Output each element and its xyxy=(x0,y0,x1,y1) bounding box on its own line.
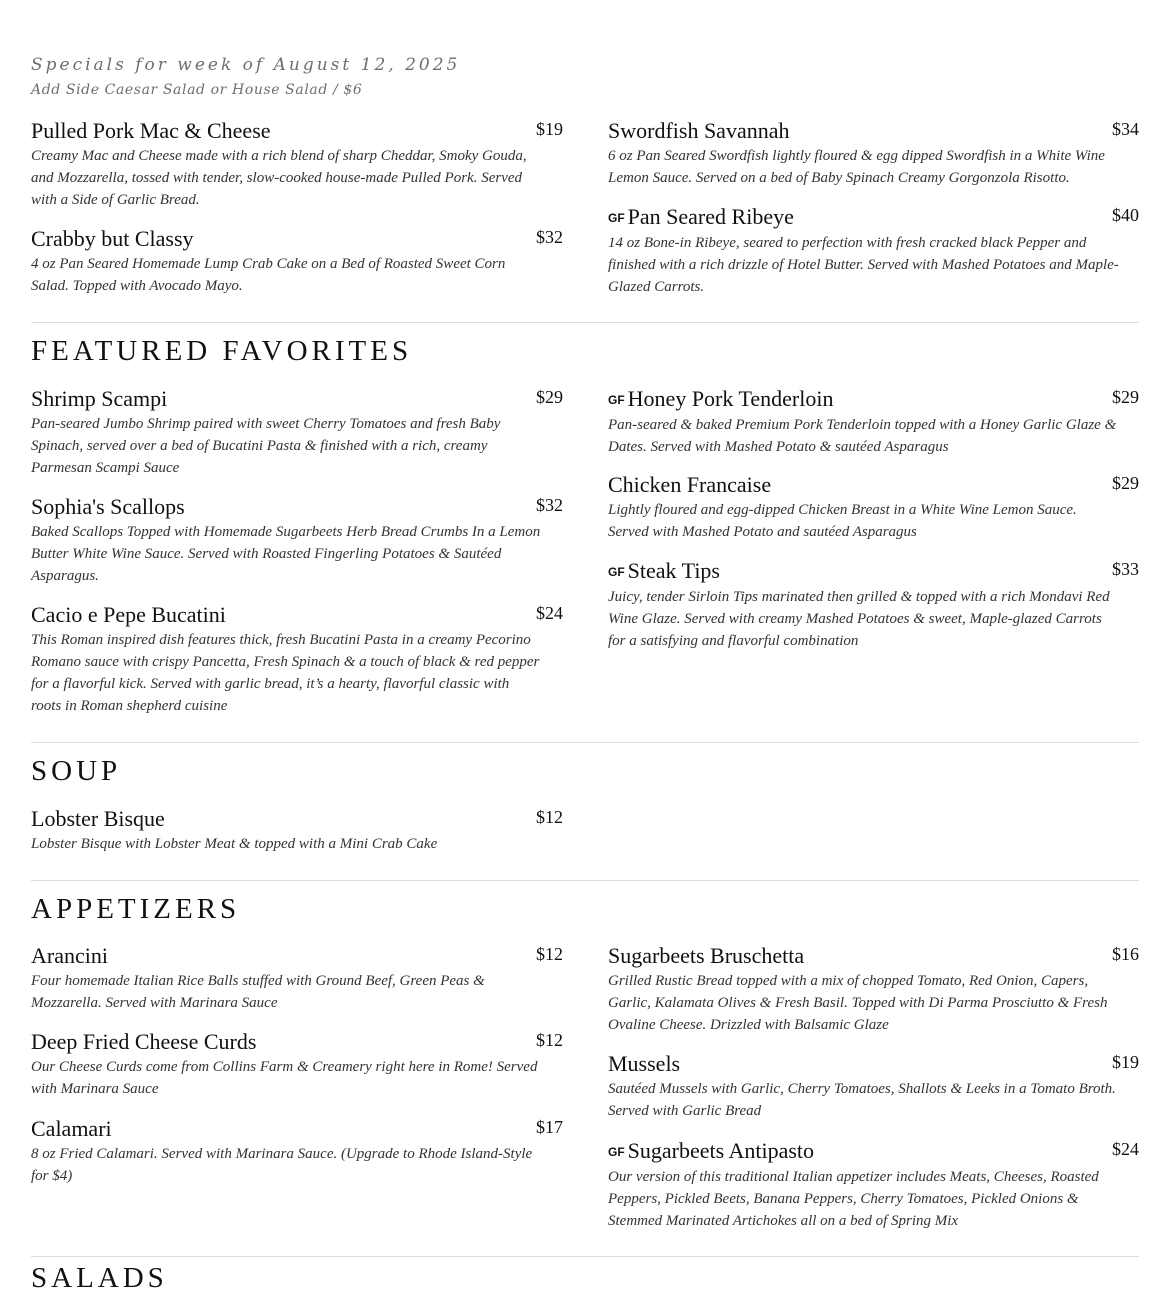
item-name: GF Steak Tips xyxy=(608,558,720,583)
item-price: $19 xyxy=(1112,1052,1139,1072)
section-title-featured: FEATURED FAVORITES xyxy=(31,335,413,367)
item-name: Deep Fried Cheese Curds xyxy=(31,1029,257,1054)
gluten-free-badge: GF xyxy=(608,565,625,579)
item-description: 6 oz Pan Seared Swordfish lightly floured & egg dipped Swordfish in a White Wine Lemon Sauce. Served on a bed of Baby Spinach Creamy Gorgonzola Risotto. xyxy=(608,148,1105,186)
menu-item-lobster-bisque xyxy=(31,806,563,855)
section-divider xyxy=(31,880,1139,881)
item-description: Juicy, tender Sirloin Tips marinated then grilled & topped with a rich Mondavi Red Wine Glaze. Served with creamy Mashed Potatoes & sweet, Maple-glazed Carrots for a satisfying and flavorful combination xyxy=(608,589,1110,649)
item-name: GF Pan Seared Ribeye xyxy=(608,204,794,229)
item-name: Sugarbeets Bruschetta xyxy=(608,943,805,968)
item-description: Sautéed Mussels with Garlic, Cherry Tomatoes, Shallots & Leeks in a Tomato Broth. Served with Garlic Bread xyxy=(608,1081,1116,1119)
item-description: 8 oz Fried Calamari. Served with Marinara Sauce. (Upgrade to Rhode Island-Style for $4) xyxy=(31,1146,533,1184)
item-price: $40 xyxy=(1112,205,1139,225)
item-description: Our Cheese Curds come from Collins Farm & Creamery right here in Rome! Served with Marinara Sauce xyxy=(31,1059,538,1097)
item-price: $24 xyxy=(1112,1139,1139,1159)
section-divider xyxy=(31,322,1139,323)
item-price: $12 xyxy=(536,1030,563,1050)
section-title-salads: SALADS xyxy=(31,1262,168,1294)
item-name: Cacio e Pepe Bucatini xyxy=(31,602,226,627)
menu-item-swordfish xyxy=(608,118,1139,189)
item-price: $16 xyxy=(1112,944,1139,964)
section-divider xyxy=(31,742,1139,743)
item-description: Baked Scallops Topped with Homemade Sugarbeets Herb Bread Crumbs In a Lemon Butter White Wine Sauce. Served with Roasted Fingerling Potatoes & Sautéed Asparagus. xyxy=(31,524,541,584)
section-divider xyxy=(31,1256,1139,1257)
item-name: Shrimp Scampi xyxy=(31,386,168,411)
gluten-free-badge: GF xyxy=(608,211,625,225)
item-price: $19 xyxy=(536,119,563,139)
item-price: $17 xyxy=(536,1117,563,1137)
item-description: 14 oz Bone-in Ribeye, seared to perfection with fresh cracked black Pepper and finished with a rich drizzle of Hotel Butter. Served with Mashed Potatoes and Maple-Glazed Carrots. xyxy=(608,235,1119,295)
item-name: Chicken Francaise xyxy=(608,472,772,497)
item-description: Four homemade Italian Rice Balls stuffed with Ground Beef, Green Peas & Mozzarella. Served with Marinara Sauce xyxy=(31,973,485,1011)
menu-item-pulled-pork xyxy=(31,118,563,211)
gluten-free-badge: GF xyxy=(608,393,625,407)
item-price: $12 xyxy=(536,807,563,827)
item-price: $29 xyxy=(1112,473,1139,493)
item-name: Swordfish Savannah xyxy=(608,118,790,143)
item-price: $29 xyxy=(1112,387,1139,407)
item-price: $24 xyxy=(536,603,563,623)
menu-item-pork-tenderloin xyxy=(608,386,1139,458)
item-name: Pulled Pork Mac & Cheese xyxy=(31,118,271,143)
item-description: Creamy Mac and Cheese made with a rich blend of sharp Cheddar, Smoky Gouda, and Mozzarella, tossed with tender, slow-cooked house-made Pulled Pork. Served with a Side of Garlic Bread. xyxy=(31,148,527,208)
item-description: 4 oz Pan Seared Homemade Lump Crab Cake on a Bed of Roasted Sweet Corn Salad. Topped with Avocado Mayo. xyxy=(31,256,506,294)
menu-item-scallops xyxy=(31,494,563,587)
item-name: Calamari xyxy=(31,1116,112,1141)
menu-item-bruschetta xyxy=(608,943,1139,1036)
item-name: Lobster Bisque xyxy=(31,806,165,831)
item-price: $33 xyxy=(1112,559,1139,579)
item-price: $34 xyxy=(1112,119,1139,139)
section-title-soup: SOUP xyxy=(31,755,122,787)
menu-item-cheese-curds xyxy=(31,1029,563,1100)
item-description: Lightly floured and egg-dipped Chicken Breast in a White Wine Lemon Sauce. Served with Mashed Potato and sautéed Asparagus xyxy=(608,502,1077,540)
item-name: Arancini xyxy=(31,943,108,968)
menu-item-crabby xyxy=(31,226,563,297)
menu-item-shrimp-scampi xyxy=(31,386,563,479)
item-name: Mussels xyxy=(608,1051,681,1076)
item-description: This Roman inspired dish features thick, fresh Bucatini Pasta in a creamy Pecorino Romano sauce with crispy Pancetta, Fresh Spinach & a touch of black & red pepper for a flavorful kick. Served with garlic bread, it’s a hearty, flavorful classic with roots in Roman shepherd cuisine xyxy=(31,632,540,714)
item-name: Crabby but Classy xyxy=(31,226,194,251)
item-description: Pan-seared & baked Premium Pork Tenderloin topped with a Honey Garlic Glaze & Dates. Served with Mashed Potato & sautéed Asparagus xyxy=(608,417,1117,455)
item-name: Sophia's Scallops xyxy=(31,494,185,519)
menu-item-antipasto xyxy=(608,1138,1139,1232)
menu-item-ribeye xyxy=(608,204,1139,298)
menu-item-mussels xyxy=(608,1051,1139,1122)
item-description: Our version of this traditional Italian appetizer includes Meats, Cheeses, Roasted Peppers, Pickled Beets, Banana Peppers, Cherry Tomatoes, Pickled Onions & Stemmed Marinated Artichokes all on a bed of Spring Mix xyxy=(608,1169,1099,1229)
menu-item-steak-tips xyxy=(608,558,1139,652)
item-description: Pan-seared Jumbo Shrimp paired with sweet Cherry Tomatoes and fresh Baby Spinach, served over a bed of Bucatini Pasta & finished with a rich, creamy Parmesan Scampi Sauce xyxy=(31,416,501,476)
item-description: Grilled Rustic Bread topped with a mix of chopped Tomato, Red Onion, Capers, Garlic, Kalamata Olives & Fresh Basil. Topped with Di Parma Prosciutto & Fresh Ovaline Cheese. Drizzled with Balsamic Glaze xyxy=(608,973,1108,1033)
section-title-appetizers: APPETIZERS xyxy=(31,893,241,925)
item-price: $32 xyxy=(536,227,563,247)
item-name: GF Sugarbeets Antipasto xyxy=(608,1138,815,1163)
item-price: $29 xyxy=(536,387,563,407)
menu-item-calamari xyxy=(31,1116,563,1187)
menu-item-cacio-e-pepe xyxy=(31,602,563,717)
specials-title: Specials for week of August 12, 2025 xyxy=(31,55,461,75)
menu-item-chicken-francaise xyxy=(608,472,1139,543)
item-description: Lobster Bisque with Lobster Meat & topped with a Mini Crab Cake xyxy=(31,836,438,852)
gluten-free-badge: GF xyxy=(608,1145,625,1159)
item-price: $32 xyxy=(536,495,563,515)
specials-subtitle: Add Side Caesar Salad or House Salad / $6 xyxy=(31,82,363,98)
menu-item-arancini xyxy=(31,943,563,1014)
item-price: $12 xyxy=(536,944,563,964)
item-name: GF Honey Pork Tenderloin xyxy=(608,386,834,411)
